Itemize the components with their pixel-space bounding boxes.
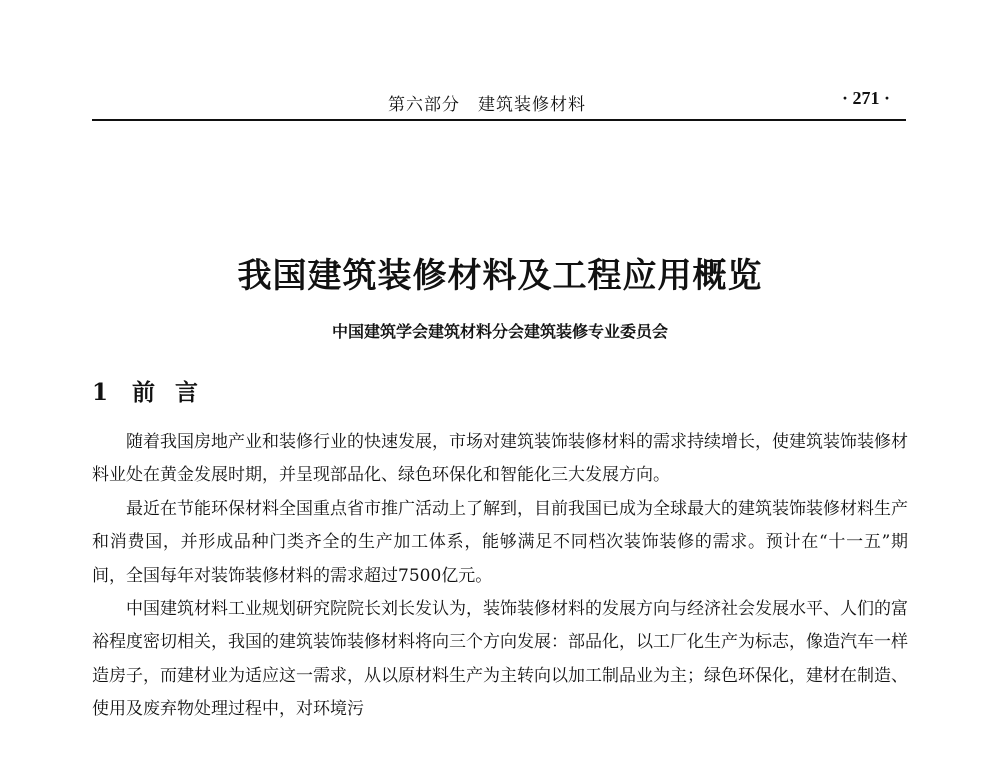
section-title: 建筑装修材料 [478,95,586,115]
article-title: 我国建筑装修材料及工程应用概览 [237,256,763,296]
header-rule [92,119,906,121]
paragraph: 中国建筑材料工业规划研究院院长刘长发认为，装饰装修材料的发展方向与经济社会发展水平、人们的富裕程度密切相关，我国的建筑装饰装修材料将向三个方向发展：部品化，以工厂化生产为标志，像造汽车一样造房子，而建材业为适应这一需求，从以原材料生产为主转向以加工制品业为主；绿色环保化，建材在制造、使用及废弃物处理过程中，对环境污 [92,599,908,720]
heading-title: 前言 [132,379,218,406]
running-header [92,88,904,118]
body-text [92,426,908,727]
paragraph: 最近在节能环保材料全国重点省市推广活动上了解到，目前我国已成为全球最大的建筑装饰装修材料生产和消费国，并形成品种门类齐全的生产加工体系，能够满足不同档次装饰装修的需求。预计在“十一五”期间，全国每年对装饰装修材料的需求超过7500亿元。 [92,498,908,586]
paragraph: 随着我国房地产业和装修行业的快速发展，市场对建筑装饰装修材料的需求持续增长，使建筑装饰装修材料业处在黄金发展时期，并呈现部品化、绿色环保化和智能化三大发展方向。 [92,432,908,486]
page-number: · 271 · [841,88,890,108]
part-label: 第六部分 [388,95,460,115]
heading-number: 1 [92,379,109,406]
section-heading [92,374,218,407]
section-label [388,90,586,115]
author-line: 中国建筑学会建筑材料分会建筑装修专业委员会 [331,322,668,341]
